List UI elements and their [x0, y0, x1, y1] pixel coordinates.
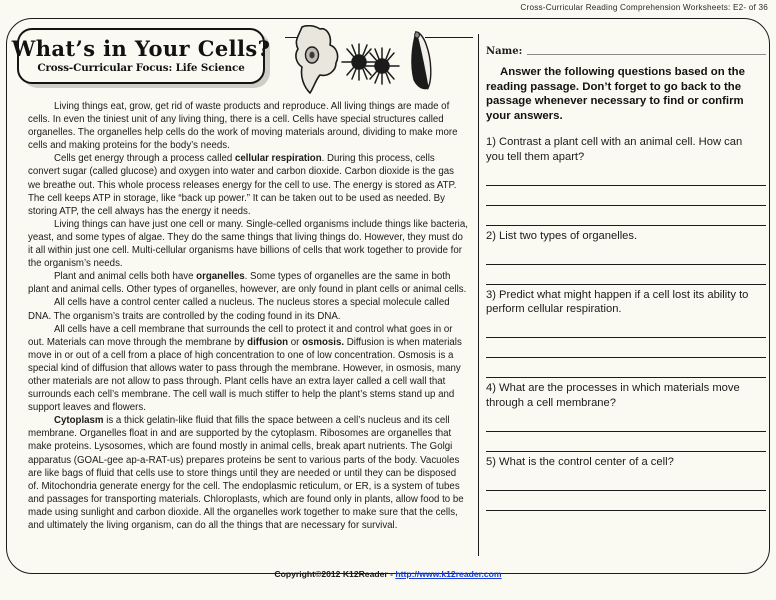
- answer-line[interactable]: [486, 245, 766, 265]
- k12reader-link[interactable]: http://www.k12reader.com: [395, 569, 502, 579]
- spindle-cell-illustration: [402, 30, 438, 92]
- title-plate: [11, 28, 271, 84]
- answer-area[interactable]: [486, 412, 766, 452]
- page-subtitle: Cross-Curricular Focus: Life Science: [37, 62, 245, 75]
- passage-paragraph: All cells have a control center called a nucleus. The nucleus stores a special molecule called DNA. The organism’s traits are controlled by the coding found in its DNA.: [28, 297, 450, 322]
- passage-paragraph: Plant and animal cells both have organelles. Some types of organelles are the same in both plant and animal cells. Other types of organelles, however, are only found in plant cells or animal cells.: [28, 271, 467, 296]
- copyright-text: Copyright©2012 K12Reader -: [274, 569, 396, 579]
- name-row: [486, 46, 766, 57]
- answer-area[interactable]: [486, 166, 766, 226]
- passage-paragraph: Living things can have just one cell or many. Single-celled organisms include things like bacteria, yeast, and some types of algae. They do the same things that living things do. However, they must do it all within just one cell. Multi-cellular organisms have billions of cells that work together to provide for the organism’s needs.: [28, 218, 468, 270]
- footer: [0, 569, 776, 579]
- answer-area[interactable]: [486, 245, 766, 285]
- question-block: [486, 229, 766, 285]
- question-block: [486, 135, 766, 225]
- answer-line[interactable]: [486, 265, 766, 285]
- passage-paragraph: Cells get energy through a process called cellular respiration. During this process, cells convert sugar (called glucose) and oxygen into water and carbon dioxide. Carbon dioxide is the gas we breathe out. This whole process releases energy for the cell to use. The energy is stored as ATP. The cell keeps ATP in storage, like “back up power.” It can be taken out to be used as needed. By storing ATP, the cell always has the energy it needs.: [28, 153, 457, 217]
- name-input[interactable]: [527, 54, 766, 55]
- running-head: Cross-Curricular Reading Comprehension Worksheets: E2- of 36: [520, 3, 768, 12]
- page-title: What’s in Your Cells?: [11, 36, 271, 62]
- answer-line[interactable]: [486, 166, 766, 186]
- questions-panel: [486, 46, 766, 514]
- answer-area[interactable]: [486, 318, 766, 378]
- question-block: [486, 455, 766, 511]
- question-text: 4) What are the processes in which materials move through a cell membrane?: [486, 382, 740, 409]
- question-text: 3) Predict what might happen if a cell lost its ability to perform cellular respiration.: [486, 288, 749, 316]
- answer-line[interactable]: [486, 491, 766, 511]
- answer-line[interactable]: [486, 432, 766, 452]
- name-label: Name:: [486, 46, 523, 57]
- star-cells-illustration: [340, 40, 402, 90]
- question-block: [486, 381, 766, 451]
- passage-paragraph: Cytoplasm is a thick gelatin-like fluid that fills the space between a cell’s nucleus and its cell membrane. Organelles float in and are supported by the cytoplasm. Ribosomes are organelles that make proteins. Lysosomes, which are found mostly in animal cells, break apart nutrients. The Golgi apparatus (GOAL-gee ap-a-RAT-us) prepares proteins be sent to various parts of the body. Vacuoles are like bags of fluid that cells use to store things until they are needed or until they can be disposed of. Mitochondria generate energy for the cell. The endoplasmic reticulum, or ER, is a system of tubes and passages for transporting materials. Chloroplasts, which are found only in plants, allow food to be made using sunlight and carbon dioxide. All the organelles work together to make sure that the cells, and ultimately the living organism, can do all the things that are necessary for survival.: [28, 415, 464, 531]
- question-text: 5) What is the control center of a cell?: [486, 455, 674, 468]
- answer-line[interactable]: [486, 471, 766, 491]
- passage-paragraph: All cells have a cell membrane that surrounds the cell to protect it and control what goes in or out. Materials can move through the membrane by diffusion or osmosis. Diffusion is when materials move in or out of a cell from a place of high concentration to one of low concentration. Osmosis is a special kind of diffusion that allows water to pass through the membrane. However, in osmosis, many other materials are not allow to pass through. Plant cells have an extra layer called a cell wall that surrounds each cell’s membrane. The cell wall is much stiffer to help the plant’s stems stand up and support leaves and flowers.: [28, 323, 462, 414]
- answer-line[interactable]: [486, 318, 766, 338]
- answer-line[interactable]: [486, 206, 766, 226]
- column-divider: [478, 34, 479, 556]
- question-block: [486, 288, 766, 378]
- question-text: 2) List two types of organelles.: [486, 229, 638, 242]
- reading-passage: [28, 100, 468, 532]
- directions-text: Answer the following questions based on the reading passage. Don’t forget to go back to the passage whenever necessary to find or confirm your answers.: [486, 66, 745, 122]
- answer-line[interactable]: [486, 338, 766, 358]
- question-text: 1) Contrast a plant cell with an animal cell. How can you tell them apart?: [486, 136, 743, 163]
- answer-line[interactable]: [486, 186, 766, 206]
- questions-list: [486, 135, 766, 511]
- amoeba-cell-illustration: [292, 25, 344, 95]
- passage-paragraph: Living things eat, grow, get rid of waste products and reproduce. All living things are made of cells. In even the tiniest unit of any living thing, there is a cell. Cells have special structures called organelles. The organelles help cells do the work of moving materials around, dividing to make more cells and making proteins for the body’s needs.: [28, 101, 458, 152]
- answer-line[interactable]: [486, 412, 766, 432]
- answer-line[interactable]: [486, 358, 766, 378]
- answer-area[interactable]: [486, 471, 766, 511]
